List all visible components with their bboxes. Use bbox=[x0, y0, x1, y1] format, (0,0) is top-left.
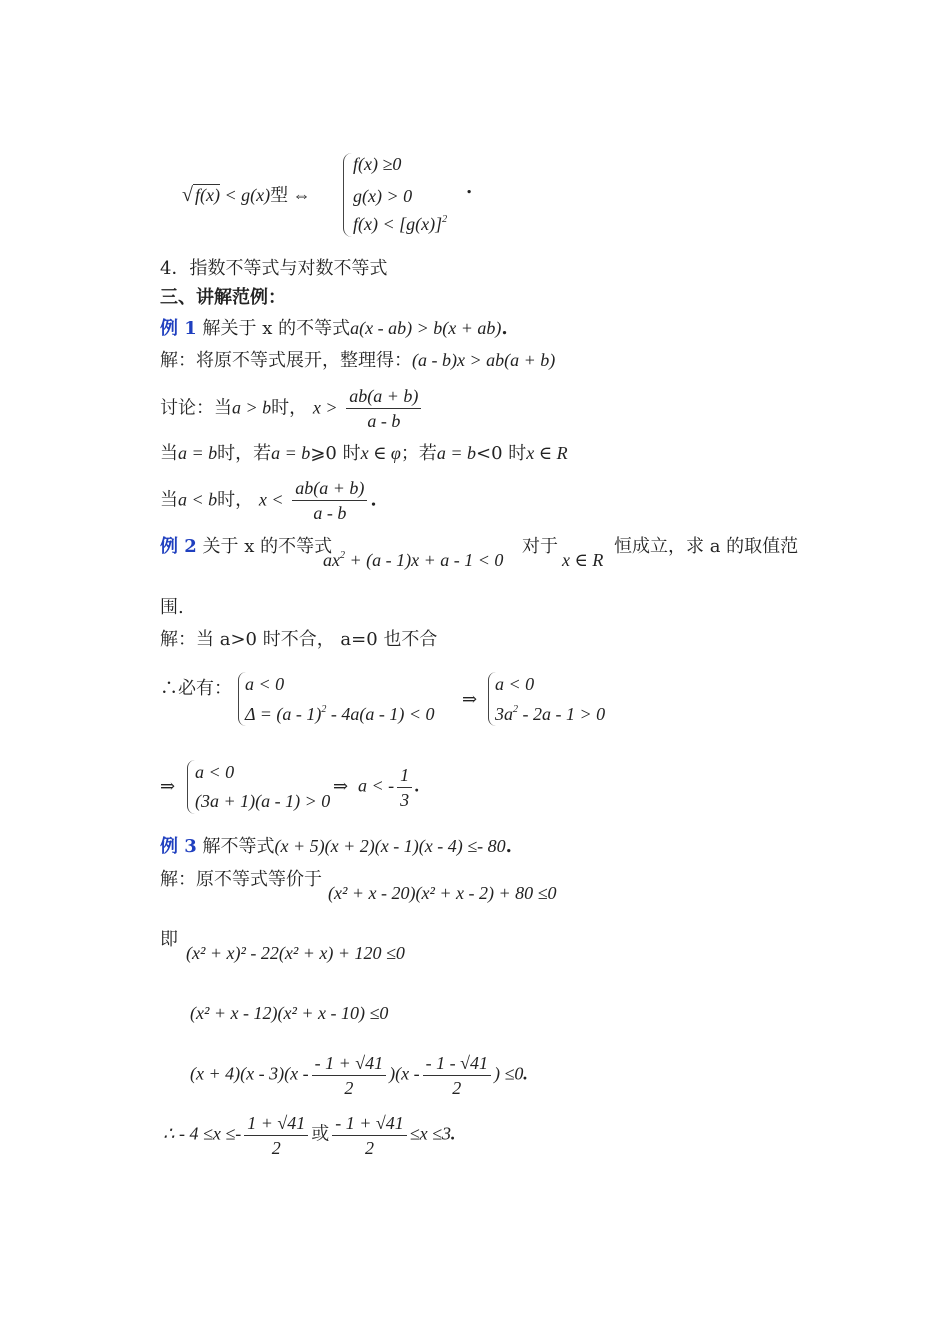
case-3: $f(x) < [g(x)]^2$ bbox=[353, 214, 448, 234]
example-3-result: ∴ - 4 ≤x ≤- $\frac{1 + √41}{2}$ 或 $\frac{- 1 + √41}{2}$ ≤x ≤3. bbox=[163, 1113, 456, 1158]
example-2-label: 例 2 bbox=[160, 536, 197, 557]
example-1-solution: 解：将原不等式展开，整理得：(a - b)x > ab(a + b) bbox=[160, 350, 556, 371]
example-2-statement: 例 2 关于 x 的不等式 bbox=[160, 536, 333, 557]
lhs-rest: < g(x) bbox=[219, 185, 271, 205]
example-3-statement: 例 3 解不等式(x + 5)(x + 2)(x - 1)(x - 4) ≤- 80. bbox=[160, 836, 512, 857]
example-3-step-3: (x² + x - 12)(x² + x - 10) ≤0 bbox=[190, 1003, 389, 1023]
item-4-heading: 4．指数不等式与对数不等式 bbox=[160, 258, 388, 279]
example-2-rest-2: 围. bbox=[160, 597, 184, 618]
example-3-step-4: (x + 4)(x - 3)(x - $\frac{- 1 + √41}{2}$ )(x - $\frac{- 1 - √41}{2}$ ) ≤0. bbox=[190, 1053, 528, 1098]
type-label: 型 bbox=[270, 185, 289, 205]
system-2-row-2: $3a^2 - 2a - 1 > 0$ bbox=[495, 704, 606, 724]
system-brace bbox=[343, 153, 352, 237]
system-2-row-1: a < 0 bbox=[495, 674, 535, 694]
fraction: $\frac{1}{3}$ bbox=[397, 763, 412, 812]
example-2-formula: $ax^2 + (a - 1)x + a - 1 < 0$ bbox=[323, 550, 504, 570]
case-1: f(x) ≥0 bbox=[353, 154, 402, 174]
example-1-statement: 例 1 解关于 x 的不等式a(x - ab) > b(x + ab). bbox=[160, 318, 508, 339]
fraction: $\frac{ab(a + b)}{a - b}$ bbox=[292, 476, 367, 525]
fraction: $\frac{- 1 + √41}{2}$ bbox=[312, 1051, 387, 1100]
fraction: $\frac{- 1 - √41}{2}$ bbox=[423, 1051, 491, 1100]
system-3-row-2: (3a + 1)(a - 1) > 0 bbox=[195, 791, 331, 811]
sqrt-symbol: √ bbox=[182, 184, 193, 206]
example-1-equal-case: 当a = b时，若a = b⩾0 时x ∈ φ；若a = b<0 时x ∈ R bbox=[160, 443, 568, 464]
fraction: $\frac{ab(a + b)}{a - b}$ bbox=[346, 384, 421, 433]
system-1-row-1: a < 0 bbox=[245, 674, 285, 694]
fraction: $\frac{- 1 + √41}{2}$ bbox=[332, 1111, 407, 1160]
end-dot: . bbox=[466, 177, 473, 198]
example-3-solution: 解：原不等式等价于 bbox=[160, 869, 322, 890]
case-2: g(x) > 0 bbox=[353, 186, 413, 206]
sqrt-inequality-lhs bbox=[182, 183, 311, 207]
example-2-rest: 恒成立，求 a 的取值范 bbox=[614, 536, 799, 557]
example-1-label: 例 1 bbox=[160, 318, 197, 339]
system-brace bbox=[187, 760, 195, 814]
example-1-discussion: 讨论：当a > b时， x > $\frac{ab(a + b)}{a - b}$ bbox=[160, 384, 424, 433]
example-1-formula: a(x - ab) > b(x + ab) bbox=[350, 318, 502, 338]
system-1-row-2: Δ = (a - 1)$^2$ - 4a(a - 1) < 0 bbox=[245, 704, 435, 724]
must-label: ∴必有： bbox=[160, 678, 232, 699]
ji-label: 即 bbox=[160, 929, 178, 950]
example-1-less-case: 当a < b时， x < $\frac{ab(a + b)}{a - b}$ . bbox=[160, 478, 377, 523]
example-2-result: a < - $\frac{1}{3}$ . bbox=[358, 765, 420, 810]
implies-symbol: ⇒ bbox=[333, 776, 349, 797]
example-3-label: 例 3 bbox=[160, 836, 197, 857]
example-3-step-2: (x² + x)² - 22(x² + x) + 120 ≤0 bbox=[186, 943, 405, 963]
sqrt-radicand: f(x) bbox=[194, 185, 220, 205]
example-2-condition: x ∈ R bbox=[562, 550, 604, 570]
example-3-step-1: (x² + x - 20)(x² + x - 2) + 80 ≤0 bbox=[328, 883, 557, 903]
section-3-heading: 三、讲解范例： bbox=[160, 287, 286, 308]
system-3-row-1: a < 0 bbox=[195, 762, 235, 782]
implies-symbol: ⇒ bbox=[462, 689, 478, 710]
iff-symbol: ⇔ bbox=[292, 185, 311, 205]
implies-symbol: ⇒ bbox=[160, 776, 176, 797]
example-2-solution: 解：当 a>0 时不合， a=0 也不合 bbox=[160, 629, 438, 650]
fraction: $\frac{1 + √41}{2}$ bbox=[244, 1111, 308, 1160]
example-2-for: 对于 bbox=[522, 536, 558, 557]
